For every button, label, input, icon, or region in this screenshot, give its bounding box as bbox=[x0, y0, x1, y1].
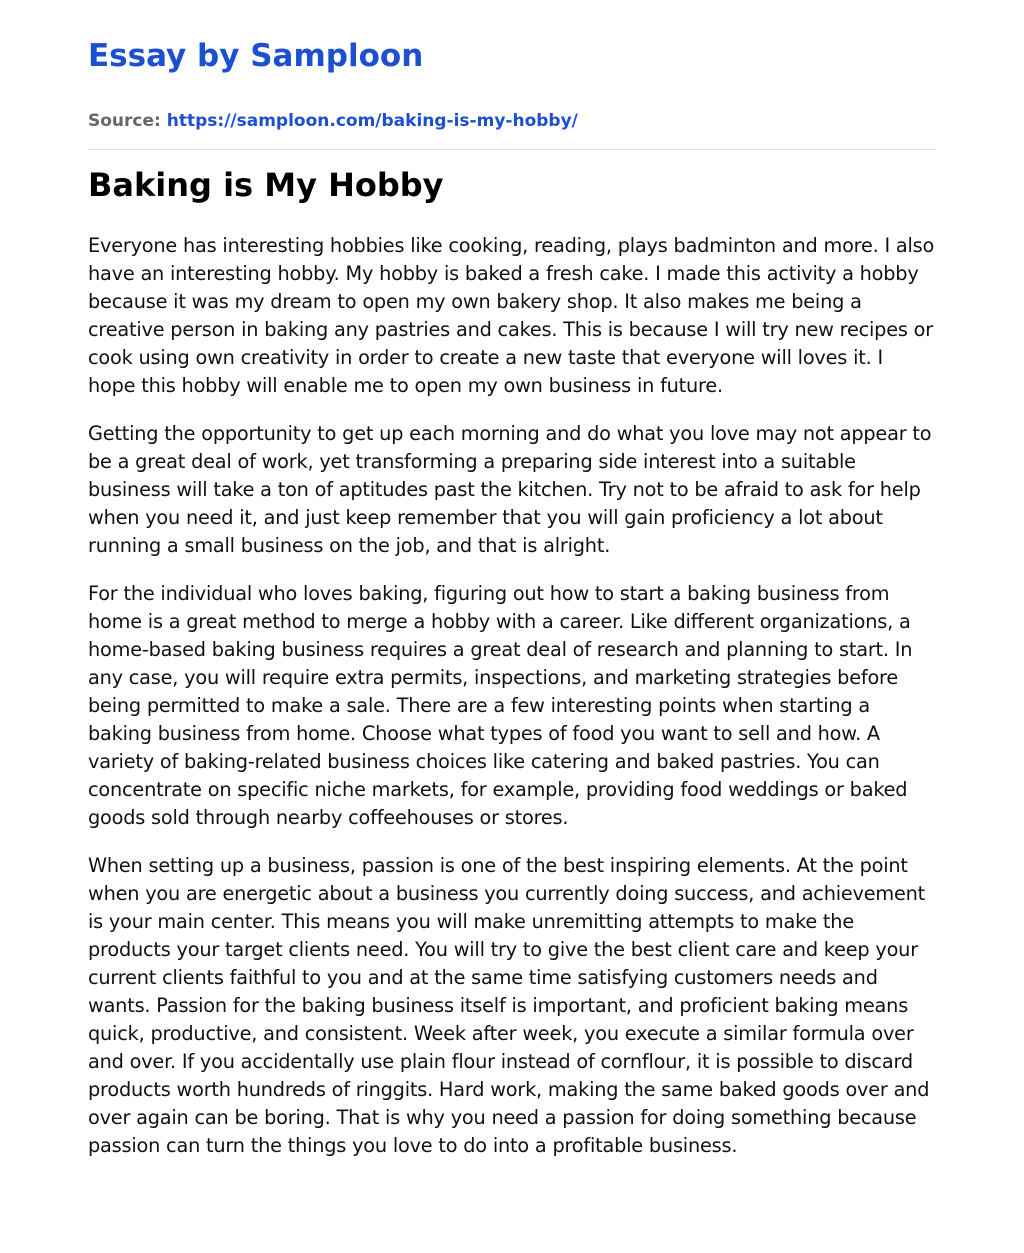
essay-paragraph: Everyone has interesting hobbies like cooking, reading, plays badminton and more. I also have an interesting hobby. My hobby is baked a fresh cake. I made this activity a hobby because it was my dream to open my own bakery shop. It also makes me being a creative person in baking any pastries and cakes. This is because I will try new recipes or cook using own creativity in order to create a new taste that everyone will loves it. I hope this hobby will enable me to open my own business in future. bbox=[88, 234, 935, 397]
essay-title: Baking is My Hobby bbox=[88, 166, 444, 204]
header-divider bbox=[88, 149, 936, 150]
source-label: Source: bbox=[88, 111, 161, 131]
essay-paragraph: For the individual who loves baking, figuring out how to start a baking business from home is a great method to merge a hobby with a career. Like different organizations, a home-based baking business requires a great deal of research and planning to start. In any case, you will require extra permits, inspections, and marketing strategies before being permitted to make a sale. There are a few interesting points when starting a baking business from home. Choose what types of food you want to sell and how. A variety of baking-related business choices like catering and baked pastries. You can concentrate on specific niche markets, for example, providing food weddings or baked goods sold through nearby coffeehouses or stores. bbox=[88, 582, 913, 829]
site-brand-title: Essay by Samploon bbox=[88, 38, 424, 74]
source-line bbox=[88, 110, 936, 132]
essay-paragraph: When setting up a business, passion is one of the best inspiring elements. At the point when you are energetic about a business you currently doing success, and achievement is your main center. This means you will make unremitting attempts to make the products your target clients need. You will try to give the best client care and keep your current clients faithful to you and at the same time satisfying customers needs and wants. Passion for the baking business itself is important, and proficient baking means quick, productive, and consistent. Week after week, you execute a similar formula over and over. If you accidentally use plain flour instead of cornflour, it is possible to discard products worth hundreds of ringgits. Hard work, making the same baked goods over and over again can be boring. That is why you need a passion for doing something because passion can turn the things you love to do into a profitable business. bbox=[88, 854, 930, 1157]
essay-body bbox=[88, 232, 936, 1160]
essay-paragraph: Getting the opportunity to get up each morning and do what you love may not appear to be a great deal of work, yet transforming a preparing side interest into a suitable business will take a ton of aptitudes past the kitchen. Try not to be afraid to ask for help when you need it, and just keep remember that you will gain proficiency a lot about running a small business on the job, and that is alright. bbox=[88, 422, 932, 557]
source-link[interactable]: https://samploon.com/baking-is-my-hobby/ bbox=[166, 111, 578, 131]
